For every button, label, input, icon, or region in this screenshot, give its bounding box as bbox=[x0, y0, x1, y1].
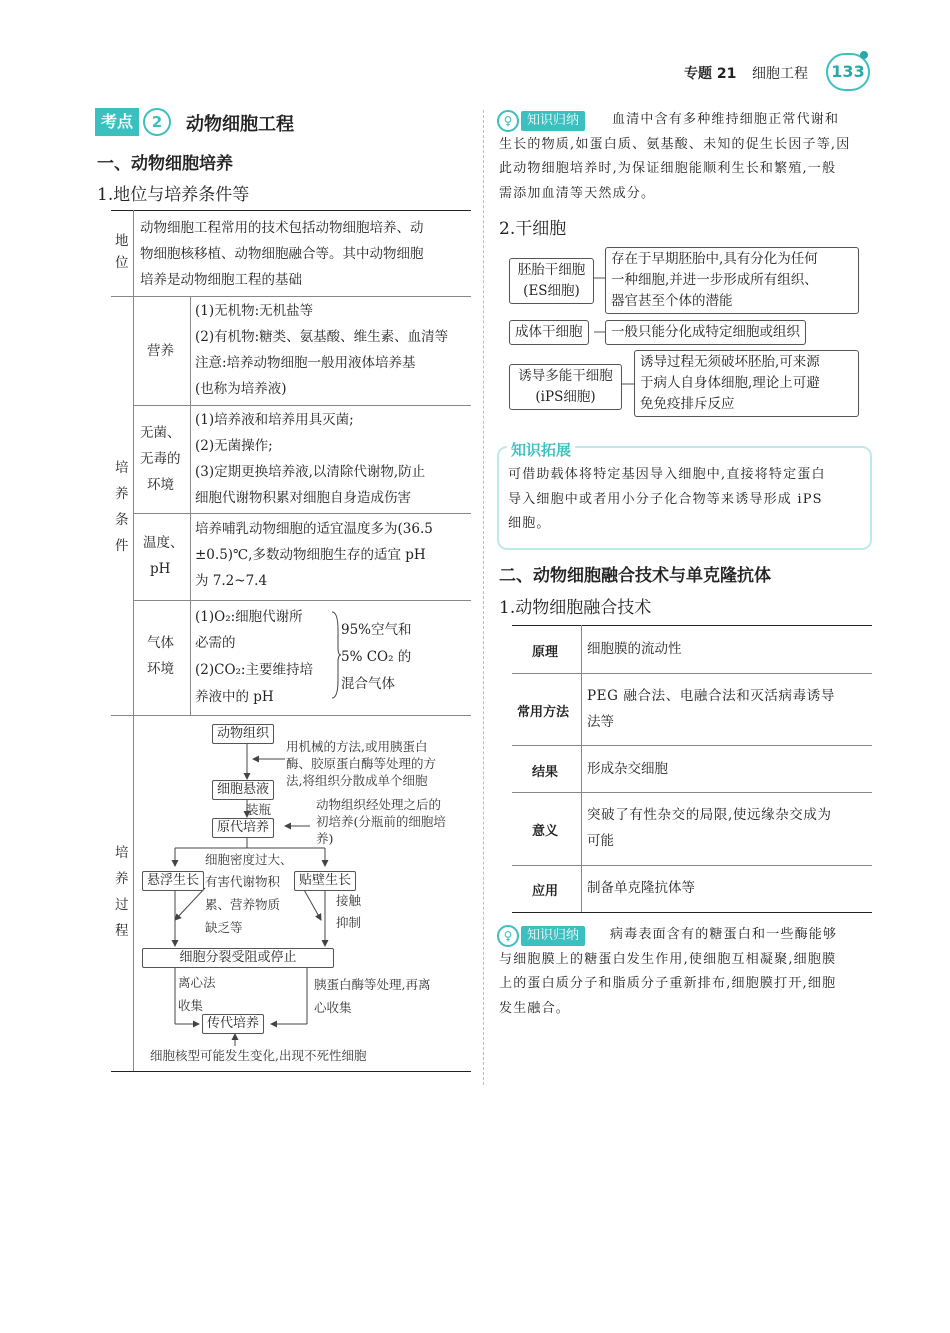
sterile-label-2: 无毒的 bbox=[140, 451, 181, 467]
ips-desc-1: 诱导过程无须破坏胚胎,可来源 bbox=[640, 354, 820, 370]
ips-desc-2: 于病人自身体细胞,理论上可避 bbox=[640, 375, 820, 391]
fusion-value-application: 制备单克隆抗体等 bbox=[587, 880, 695, 896]
primary-note-1: 动物组织经处理之后的 bbox=[316, 797, 442, 812]
note1-line-3: 此动物细胞培养时,为保证细胞能顺利生长和繁殖,一般 bbox=[499, 161, 837, 176]
nutrition-label: 营养 bbox=[147, 343, 174, 359]
primary-note-3: 养) bbox=[316, 831, 334, 846]
primary-note-2: 初培养(分瓶前的细胞培 bbox=[316, 814, 446, 829]
bulb-icon: ♀ bbox=[497, 110, 519, 132]
sterile-line-2: (2)无菌操作; bbox=[195, 438, 273, 454]
fusion-label-principle: 原理 bbox=[532, 645, 559, 660]
expand-line-3: 细胞。 bbox=[508, 516, 551, 531]
badge-label: 知识归纳 bbox=[521, 926, 585, 946]
sterile-line-4: 细胞代谢物积累对细胞自身造成伤害 bbox=[195, 490, 411, 506]
stem-adult-desc: 一般只能分化成特定细胞或组织 bbox=[605, 320, 806, 345]
fusion-label-application: 应用 bbox=[532, 884, 559, 899]
fusion-value-method-1: PEG 融合法、电融合法和灭活病毒诱导 bbox=[587, 688, 835, 704]
note2-line-3: 上的蛋白质分子和脂质分子重新排布,细胞膜打开,细胞 bbox=[499, 976, 837, 991]
position-line-3: 培养是动物细胞工程的基础 bbox=[140, 272, 302, 288]
stem-ips-desc bbox=[634, 350, 859, 417]
temp-label-1: 温度、 bbox=[143, 535, 184, 551]
knowledge-expand-label: 知识拓展 bbox=[507, 439, 575, 460]
gas-line-4: 养液中的 pH bbox=[195, 689, 274, 705]
stem-embryonic-abbr: (ES细胞) bbox=[523, 283, 580, 299]
temp-line-3: 为 7.2~7.4 bbox=[195, 573, 268, 589]
expand-line-1: 可借助载体将特定基因导入细胞中,直接将特定蛋白 bbox=[508, 467, 826, 482]
flow-primary-culture: 原代培养 bbox=[212, 818, 274, 838]
ips-desc-3: 免免疫排斥反应 bbox=[640, 396, 735, 412]
gas-mix-3: 混合气体 bbox=[341, 676, 395, 692]
gas-line-1: (1)O₂:细胞代谢所 bbox=[195, 609, 303, 625]
flow-passage-culture: 传代培养 bbox=[202, 1014, 264, 1034]
sterile-label-3: 环境 bbox=[147, 477, 174, 493]
flow-adherent-growth: 贴壁生长 bbox=[294, 871, 356, 891]
note1-line-1: 血清中含有多种维持细胞正常代谢和 bbox=[612, 112, 840, 127]
temp-line-1: 培养哺乳动物细胞的适宜温度多为(36.5 bbox=[195, 521, 433, 537]
karyotype-note: 细胞核型可能发生变化,出现不死性细胞 bbox=[150, 1048, 367, 1063]
flow-division-stopped: 细胞分裂受阻或停止 bbox=[142, 948, 334, 968]
part1-subheading: 1.地位与培养条件等 bbox=[97, 185, 250, 205]
embryonic-desc-3: 器官甚至个体的潜能 bbox=[611, 293, 733, 309]
section-tag bbox=[95, 108, 171, 136]
fusion-value-principle: 细胞膜的流动性 bbox=[587, 641, 682, 657]
flow-suspension: 细胞悬液 bbox=[212, 780, 274, 800]
fusion-value-result: 形成杂交细胞 bbox=[587, 761, 668, 777]
temp-line-2: ±0.5)℃,多数动物细胞生存的适宜 pH bbox=[195, 547, 426, 563]
stem-ips-name: 诱导多能干细胞 bbox=[518, 368, 613, 384]
stem-embryonic-desc bbox=[605, 247, 859, 314]
badge-label: 知识归纳 bbox=[521, 111, 585, 131]
stem-heading: 2.干细胞 bbox=[499, 219, 567, 239]
position-line-2: 物细胞核移植、动物细胞融合等。其中动物细胞 bbox=[140, 246, 424, 262]
section-title: 动物细胞工程 bbox=[186, 114, 294, 135]
note2-line-2: 与细胞膜上的糖蛋白发生作用,使细胞互相凝聚,细胞膜 bbox=[499, 952, 837, 967]
note1-line-4: 需添加血清等天然成分。 bbox=[499, 186, 656, 201]
density-note-1: 细胞密度过大、 bbox=[205, 852, 293, 867]
density-note-3: 累、营养物质 bbox=[205, 897, 281, 912]
fusion-label-result: 结果 bbox=[532, 765, 559, 780]
gas-line-2: 必需的 bbox=[195, 635, 236, 651]
part2-subheading: 1.动物细胞融合技术 bbox=[499, 598, 652, 618]
section-tag-label: 考点 bbox=[95, 108, 139, 136]
knowledge-badge-1 bbox=[497, 110, 585, 132]
fusion-label-significance: 意义 bbox=[532, 824, 559, 839]
nutrition-line-1: (1)无机物:无机盐等 bbox=[195, 303, 314, 319]
contact-note-1: 接触 bbox=[336, 893, 362, 908]
gas-line-3: (2)CO₂:主要维持培 bbox=[195, 662, 313, 678]
flow-bottle: 装瓶 bbox=[246, 802, 272, 817]
flow-tissue: 动物组织 bbox=[212, 724, 274, 744]
tissue-note-1: 用机械的方法,或用胰蛋白 bbox=[286, 739, 428, 754]
fusion-value-significance-1: 突破了有性杂交的局限,使远缘杂交成为 bbox=[587, 807, 832, 823]
section-tag-number: 2 bbox=[143, 108, 171, 136]
knowledge-badge-2 bbox=[497, 925, 585, 947]
sterile-line-3: (3)定期更换培养液,以清除代谢物,防止 bbox=[195, 464, 426, 480]
temp-label-2: pH bbox=[150, 561, 171, 577]
note2-line-1: 病毒表面含有的糖蛋白和一些酶能够 bbox=[610, 927, 838, 942]
stem-adult: 成体干细胞 bbox=[509, 320, 589, 345]
nutrition-line-4: (也称为培养液) bbox=[195, 381, 287, 397]
gas-mix-1: 95%空气和 bbox=[341, 622, 412, 638]
trypsin-note-2: 心收集 bbox=[314, 1000, 352, 1015]
expand-line-2: 导入细胞中或者用小分子化合物等来诱导形成 iPS bbox=[508, 492, 823, 507]
embryonic-desc-1: 存在于早期胚胎中,具有分化为任何 bbox=[611, 251, 818, 267]
fusion-value-method-2: 法等 bbox=[587, 714, 614, 730]
bulb-icon: ♀ bbox=[497, 925, 519, 947]
stem-embryonic-name: 胚胎干细胞 bbox=[517, 262, 586, 278]
contact-note-2: 抑制 bbox=[336, 915, 362, 930]
sterile-label-1: 无菌、 bbox=[140, 425, 181, 441]
density-note-4: 缺乏等 bbox=[205, 920, 243, 935]
embryonic-desc-2: 一种细胞,并进一步形成所有组织、 bbox=[611, 272, 818, 288]
column-divider bbox=[483, 110, 484, 1085]
fusion-label-method: 常用方法 bbox=[517, 705, 570, 720]
fusion-value-significance-2: 可能 bbox=[587, 833, 614, 849]
process-label: 培养过程 bbox=[115, 845, 129, 939]
conditions-label: 培养条件 bbox=[115, 460, 129, 554]
gas-label-2: 环境 bbox=[147, 661, 174, 677]
flow-suspended-growth: 悬浮生长 bbox=[142, 871, 204, 891]
sterile-line-1: (1)培养液和培养用具灭菌; bbox=[195, 412, 354, 428]
nutrition-line-3: 注意:培养动物细胞一般用液体培养基 bbox=[195, 355, 416, 371]
part2-heading: 二、动物细胞融合技术与单克隆抗体 bbox=[499, 566, 771, 586]
density-note-2: 有害代谢物积 bbox=[205, 874, 281, 889]
centrifuge-note-2: 收集 bbox=[178, 998, 204, 1013]
gas-mix-2: 5% CO₂ 的 bbox=[341, 649, 412, 665]
note2-line-4: 发生融合。 bbox=[499, 1001, 571, 1016]
page-number-dot bbox=[860, 51, 868, 59]
centrifuge-note-1: 离心法 bbox=[178, 975, 216, 990]
stem-ips-abbr: (iPS细胞) bbox=[535, 389, 596, 405]
stem-ips bbox=[509, 364, 622, 410]
position-label: 地位 bbox=[115, 233, 129, 271]
header-topic: 专题 21 bbox=[684, 66, 737, 82]
trypsin-note-1: 胰蛋白酶等处理,再离 bbox=[314, 977, 431, 992]
position-line-1: 动物细胞工程常用的技术包括动物细胞培养、动 bbox=[140, 220, 424, 236]
stem-embryonic bbox=[509, 258, 594, 304]
part1-heading: 一、动物细胞培养 bbox=[97, 154, 233, 174]
page-number: 133 bbox=[826, 53, 870, 91]
nutrition-line-2: (2)有机物:糖类、氨基酸、维生素、血清等 bbox=[195, 329, 449, 345]
tissue-note-3: 法,将组织分散成单个细胞 bbox=[286, 773, 428, 788]
header-chapter-name: 细胞工程 bbox=[752, 66, 808, 82]
tissue-note-2: 酶、胶原蛋白酶等处理的方 bbox=[286, 756, 437, 771]
gas-label-1: 气体 bbox=[147, 635, 174, 651]
note1-line-2: 生长的物质,如蛋白质、氨基酸、未知的促生长因子等,因 bbox=[499, 137, 851, 152]
